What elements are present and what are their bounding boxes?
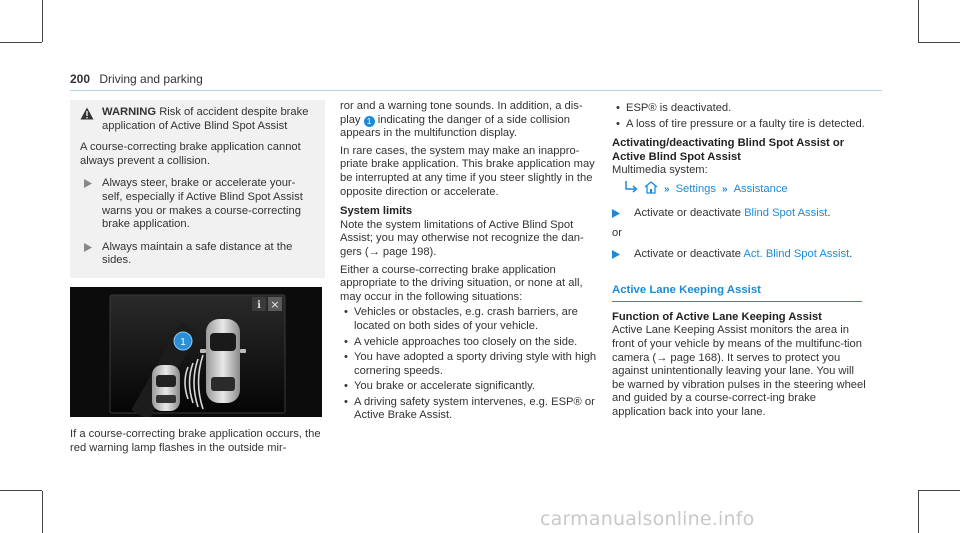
list-item: • Vehicles or obstacles, e.g. crash barriers, are located on both sides of your vehicle. (340, 306, 600, 333)
double-chevron-icon: » (664, 183, 670, 195)
arrow-right-icon (612, 248, 634, 264)
warning-bullet (80, 177, 315, 231)
column-3 (612, 100, 867, 420)
page-number: 200 (70, 72, 91, 86)
situations-list (340, 306, 600, 423)
crop-mark (918, 490, 960, 491)
step-text: Activate or deactivate Act. Blind Spot Assist. (634, 248, 853, 261)
warning-bullet-text: Always maintain a safe distance at the sides. (102, 240, 293, 267)
or-label: or (612, 226, 622, 239)
own-car (200, 319, 246, 403)
adjacent-car (152, 365, 180, 411)
list-item: • A vehicle approaches too closely on the side. (340, 336, 600, 350)
return-arrow-icon (624, 181, 638, 198)
paragraph: Active Lane Keeping Assist monitors the area in front of your vehicle by means of the multifunc-tion camera (→ page 168). It serves to protect you against unintentionally leaving your lane. You will be warned by vibration pulses in the steering wheel and guided by a course-correct-ing brake application back into your lane. (612, 324, 866, 418)
crop-mark (918, 491, 919, 533)
step-row (612, 248, 867, 264)
info-button (252, 297, 266, 311)
callout-1 (174, 332, 192, 350)
close-button (268, 297, 282, 311)
warning-triangle-icon (80, 107, 98, 133)
list-item: • You brake or accelerate significantly. (340, 380, 600, 394)
menu-settings[interactable]: Settings (675, 182, 716, 195)
arrow-right-icon (80, 241, 102, 268)
warning-body: A course-correcting brake application cannot always prevent a collision. (80, 141, 301, 167)
warning-box (70, 100, 325, 278)
act-blind-spot-assist-link[interactable]: Act. Blind Spot Assist (743, 248, 850, 261)
paragraph: Note the system limitations of Active Blind Spot Assist; you may otherwise not recognize the dan-gers (→ page 198). (340, 218, 584, 258)
crop-mark (0, 490, 42, 491)
figure-caption: If a course-correcting brake application occurs, the red warning lamp flashes in the outside mir- (70, 428, 321, 454)
step-text: Activate or deactivate Blind Spot Assist. (634, 206, 831, 219)
crop-mark (42, 491, 43, 533)
menu-path (612, 181, 867, 199)
page-header (70, 72, 203, 86)
warning-bullet-text: Always steer, brake or accelerate your-self, especially if Active Blind Spot Assist warns you or makes a course-correcting brake application. (102, 177, 303, 231)
function-heading: Function of Active Lane Keeping Assist (612, 310, 822, 323)
section-title: Driving and parking (99, 72, 203, 86)
section-heading: Active Lane Keeping Assist (612, 284, 761, 297)
svg-text:1: 1 (180, 337, 186, 348)
situations-list-continued (612, 102, 867, 131)
callout-badge: 1 (364, 116, 375, 127)
section-rule (612, 301, 862, 302)
arrow-right-icon (612, 207, 634, 223)
crop-mark (918, 42, 960, 43)
crop-mark (42, 0, 43, 42)
list-item: • ESP® is deactivated. (612, 102, 867, 116)
paragraph (340, 100, 600, 141)
column-1 (70, 100, 325, 278)
list-item: • A loss of tire pressure or a faulty tire is detected. (612, 118, 867, 132)
activating-heading: Activating/deactivating Blind Spot Assist or Active Blind Spot Assist (612, 137, 845, 163)
paragraph: Either a course-correcting brake application appropriate to the driving situation, or none at all, may occur in the following situations: (340, 263, 583, 303)
blind-spot-display-figure (70, 287, 322, 417)
list-item: • You have adopted a sporty driving style with high cornering speeds. (340, 351, 600, 378)
warning-title: Risk of accident despite brake application of Active Blind Spot Assist (102, 106, 309, 132)
warning-bullet (80, 241, 315, 268)
list-item: • A driving safety system intervenes, e.g. ESP® or Active Brake Assist. (340, 396, 600, 423)
double-chevron-icon: » (722, 183, 728, 195)
watermark: carmanualsonline.info (540, 508, 755, 530)
arrow-right-icon (80, 177, 102, 231)
paragraph: In rare cases, the system may make an inappro-priate brake application. This brake application may be interrupted at any time if you steer slightly in the opposite direction or accelerate. (340, 144, 595, 198)
header-rule (70, 90, 882, 91)
crop-mark (0, 42, 42, 43)
system-limits-heading: System limits (340, 205, 413, 218)
info-icon: i (257, 300, 261, 311)
home-icon[interactable] (644, 181, 658, 199)
crop-mark (918, 0, 919, 42)
paragraph-text: ror and a warning tone sounds. In addition, a dis-play (340, 100, 583, 126)
warning-label: WARNING (102, 106, 157, 118)
step-row (612, 207, 867, 223)
multimedia-label: Multimedia system: (612, 164, 708, 177)
blind-spot-assist-link[interactable]: Blind Spot Assist (744, 206, 828, 219)
menu-assistance[interactable]: Assistance (733, 182, 788, 195)
column-2 (340, 100, 600, 423)
paragraph-text: indicating the danger of a side collision appears in the multifunction display. (340, 113, 570, 140)
close-icon: × (270, 298, 280, 311)
